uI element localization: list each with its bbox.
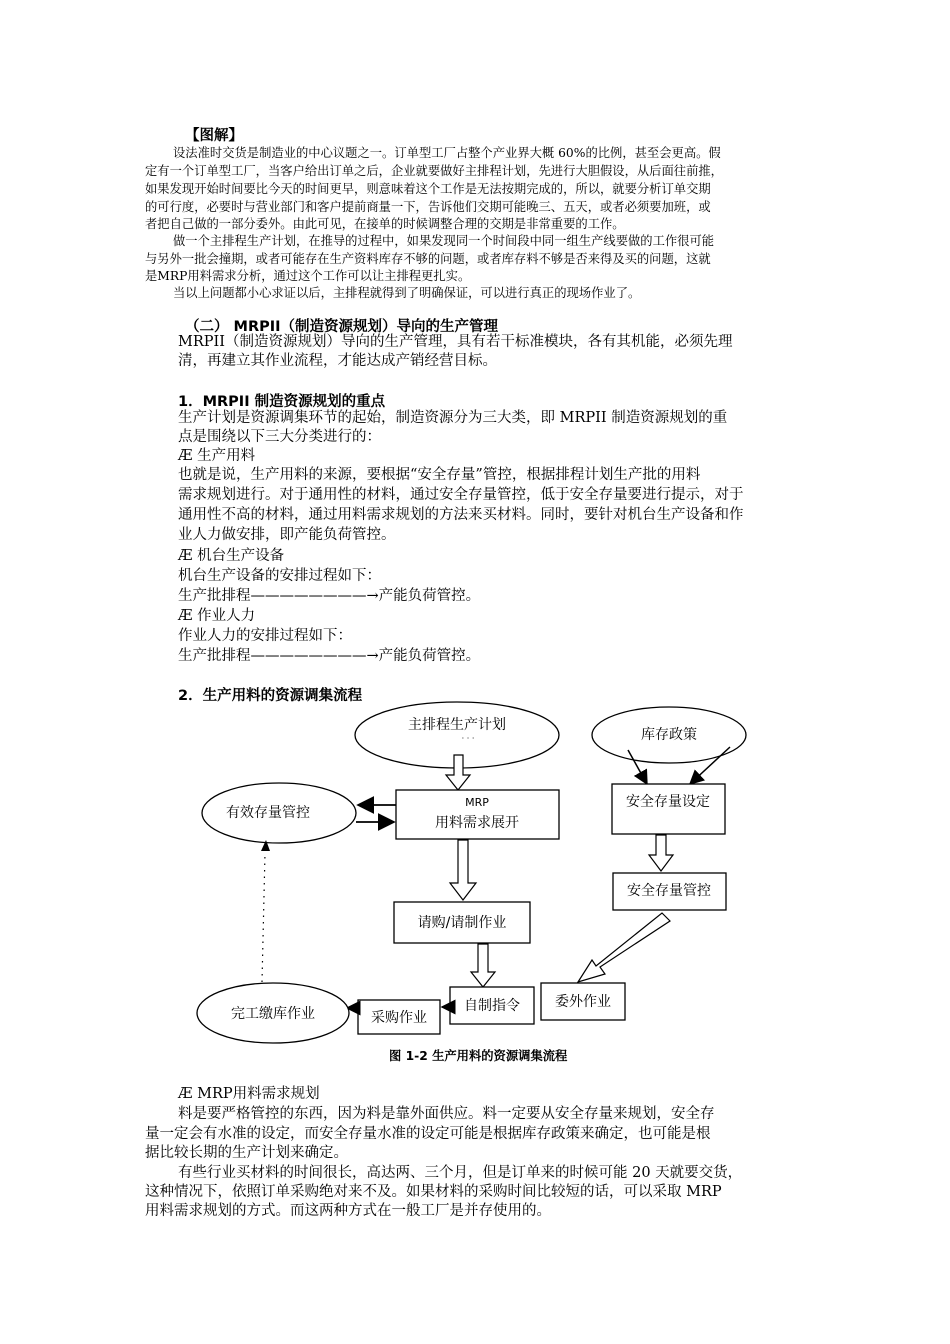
text-line: 是MRP用料需求分析，通过这个工作可以让主排程更扎实。 bbox=[145, 269, 471, 283]
text-line: 的可行度，必要时与营业部门和客户提前商量一下，告诉他们交期可能晚三、五天，或者必须要加班，或 bbox=[145, 200, 711, 214]
decor-dots: · · · bbox=[461, 734, 475, 743]
text-line: 生产计划是资源调集环节的起始，制造资源分为三大类，即 MRPII 制造资源规划的重 bbox=[178, 410, 728, 426]
text-line: 用料需求规划的方式。而这两种方式在一般工厂是并存使用的。 bbox=[145, 1203, 551, 1219]
bullet-label: Æ 机台生产设备 bbox=[178, 548, 285, 564]
text-line: 业人力做安排，即产能负荷管控。 bbox=[178, 527, 396, 543]
safety-set-label: 安全存量设定 bbox=[626, 794, 710, 810]
text-line: MRPII（制造资源规划）导向的生产管理，具有若干标准模块，各有其机能，必须先理 bbox=[178, 334, 733, 350]
inventory-policy-label: 库存政策 bbox=[641, 727, 697, 743]
tujie-title: 【图解】 bbox=[185, 128, 243, 144]
text-line: 料是要严格管控的东西，因为料是靠外面供应。料一定要从安全存量来规划，安全存 bbox=[178, 1106, 715, 1122]
section-heading: （二） MRPII（制造资源规划）导向的生产管理 bbox=[185, 319, 499, 335]
text-line: 定有一个订单型工厂，当客户给出订单之后，企业就要做好主排程计划，先进行大胆假设，从后面往前推， bbox=[145, 164, 723, 178]
subsection-heading-2: 2．生产用料的资源调集流程 bbox=[178, 688, 363, 704]
safety-control-label: 安全存量管控 bbox=[627, 883, 711, 899]
text-line: 做一个主排程生产计划，在推导的过程中，如果发现同一个时间段中同一组生产线要做的工作很可能 bbox=[173, 234, 715, 248]
text-line: 与另外一批会撞期，或者可能存在生产资料库存不够的问题，或者库存料不够是否来得及买的问题，这就 bbox=[145, 252, 711, 266]
text-line: 者把自己做的一部分委外。由此可见，在接单的时候调整合理的交期是非常重要的工作。 bbox=[145, 217, 625, 231]
text-line: 量一定会有水准的设定，而安全存量水准的设定可能是根据库存政策来确定，也可能是根 bbox=[145, 1126, 711, 1142]
procurement-label: 采购作业 bbox=[371, 1010, 427, 1026]
completion-label: 完工缴库作业 bbox=[231, 1006, 315, 1022]
self-order-label: 自制指令 bbox=[464, 998, 520, 1014]
down-arrow-3 bbox=[450, 840, 476, 900]
text-line: 机台生产设备的安排过程如下： bbox=[178, 568, 381, 584]
text-line: 这种情况下，依照订单采购绝对来不及。如果材料的采购时间比较短的话，可以采取 MRP bbox=[145, 1184, 722, 1200]
effective-stock-label: 有效存量管控 bbox=[226, 805, 310, 821]
flow-diagram bbox=[0, 695, 950, 1065]
subsection-heading-1: 1．MRPII 制造资源规划的重点 bbox=[178, 394, 386, 410]
text-line: 生产批排程————————→产能负荷管控。 bbox=[178, 588, 481, 604]
purchase-request-label: 请购/请制作业 bbox=[417, 915, 507, 931]
figure-caption: 图 1-2 生产用料的资源调集流程 bbox=[389, 1049, 568, 1063]
down-arrow-2 bbox=[649, 835, 673, 871]
text-line: 点是围绕以下三大分类进行的： bbox=[178, 429, 381, 445]
text-line: 清，再建立其作业流程，才能达成产销经营目标。 bbox=[178, 353, 497, 369]
bullet-label: Æ 生产用料 bbox=[178, 448, 256, 464]
bullet-label: Æ MRP用料需求规划 bbox=[178, 1086, 320, 1102]
text-line: 有些行业买材料的时间很长，高达两、三个月，但是订单来的时候可能 20 天就要交货， bbox=[178, 1165, 743, 1181]
mrp-label-line2: 用料需求展开 bbox=[435, 815, 519, 831]
text-line: 需求规划进行。对于通用性的材料，通过安全存量管控，低于安全存量要进行提示，对于 bbox=[178, 487, 744, 503]
text-line: 通用性不高的材料，通过用料需求规划的方法来买材料。同时，要针对机台生产设备和作 bbox=[178, 507, 744, 523]
outsource-label: 委外作业 bbox=[555, 994, 611, 1010]
down-arrow-4 bbox=[471, 944, 495, 987]
text-line: 设法准时交货是制造业的中心议题之一。订单型工厂占整个产业界大概 60%的比例，甚至会更高。假 bbox=[173, 146, 721, 160]
text-line: 据比较长期的生产计划来确定。 bbox=[145, 1145, 348, 1161]
tujie-paragraph-3: 当以上问题都小心求证以后，主排程就得到了明确保证，可以进行真正的现场作业了。 bbox=[173, 286, 641, 300]
master-schedule-label: 主排程生产计划 bbox=[408, 717, 506, 733]
diagonal-arrow bbox=[578, 913, 670, 982]
text-line: 也就是说，生产用料的来源，要根据“安全存量”管控，根据排程计划生产批的用料 bbox=[178, 467, 701, 483]
text-line: 如果发现开始时间要比今天的时间更早，则意味着这个工作是无法按期完成的，所以，就要分析订单交期 bbox=[145, 182, 711, 196]
text-line: 作业人力的安排过程如下： bbox=[178, 628, 352, 644]
bullet-label: Æ 作业人力 bbox=[178, 608, 256, 624]
dotted-feedback-line bbox=[262, 853, 265, 982]
mrp-label-line1: MRP bbox=[465, 796, 489, 809]
text-line: 生产批排程————————→产能负荷管控。 bbox=[178, 648, 481, 664]
